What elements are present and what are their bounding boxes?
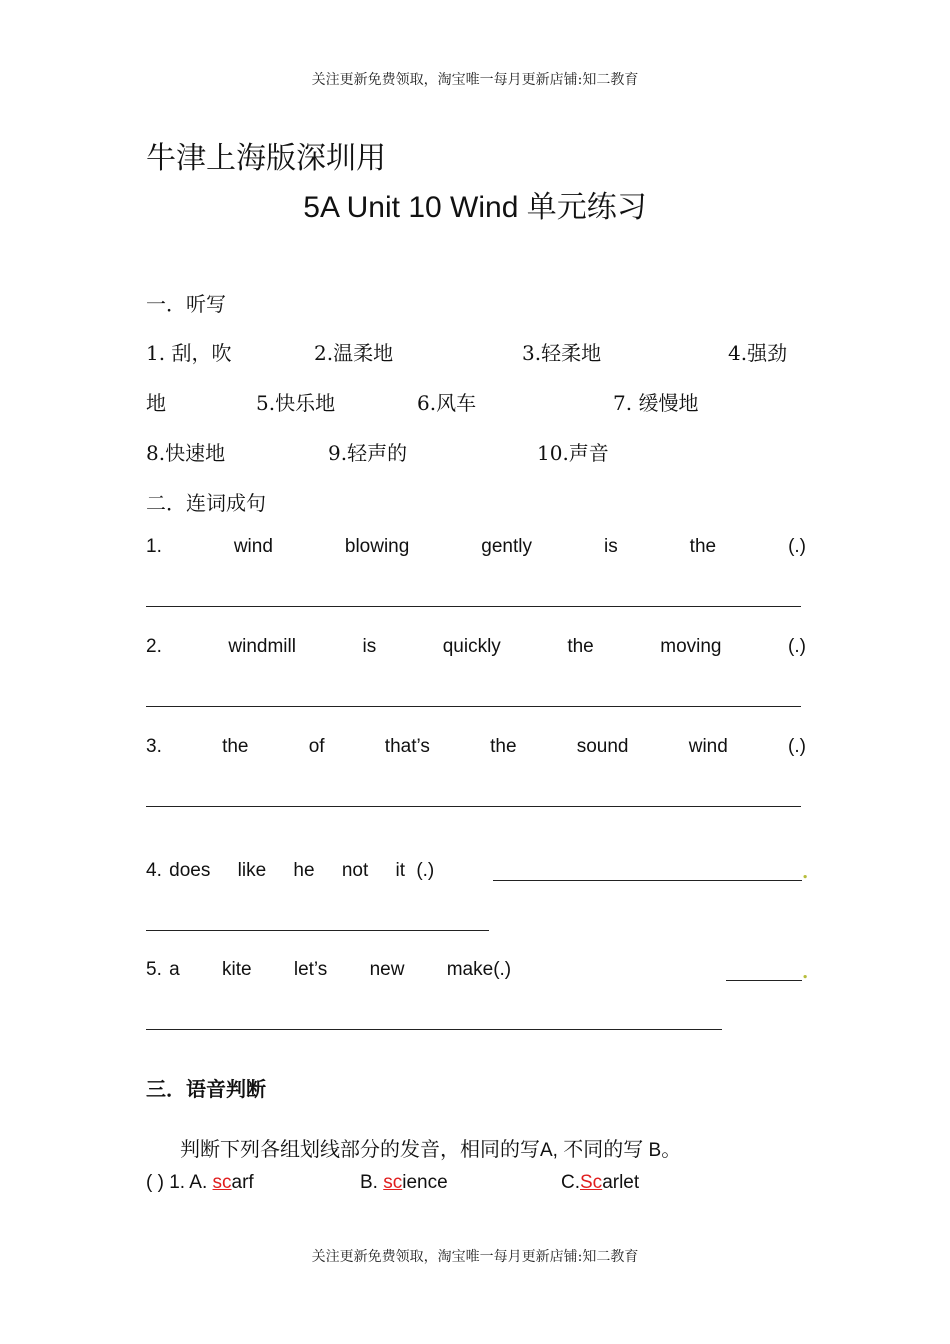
sentence-question-2 bbox=[146, 636, 806, 658]
dictation-item-6: 6.风车 bbox=[417, 391, 477, 415]
question-number: 5. bbox=[146, 959, 162, 980]
word: not bbox=[341, 860, 369, 881]
answer-line-2[interactable] bbox=[146, 706, 801, 707]
page-footer: 关注更新免费领取，淘宝唯一每月更新店铺:知二教育 bbox=[311, 1249, 639, 1265]
question-number: 3. bbox=[146, 736, 162, 757]
answer-line-4b[interactable] bbox=[146, 930, 489, 931]
dictation-item-9: 9.轻声的 bbox=[328, 441, 408, 465]
word: (.) bbox=[788, 736, 806, 757]
dictation-item-1: 1. 刮，吹 bbox=[146, 341, 232, 365]
section2-heading: 二．连词成句 bbox=[146, 491, 266, 515]
question-number: 1. bbox=[146, 536, 162, 557]
dictation-item-2: 2.温柔地 bbox=[314, 341, 394, 365]
word: moving bbox=[660, 636, 722, 657]
section3-heading: 三．语音判断 bbox=[146, 1077, 266, 1101]
word: is bbox=[603, 536, 618, 557]
option-b: B. science bbox=[360, 1172, 448, 1193]
document-title: 牛津上海版深圳用 bbox=[146, 141, 386, 176]
revision-mark: . bbox=[802, 862, 809, 883]
dictation-item-7: 7. 缓慢地 bbox=[613, 391, 699, 415]
word: the bbox=[567, 636, 594, 657]
question-number: 4. bbox=[146, 860, 162, 881]
word: like bbox=[237, 860, 267, 881]
word: the bbox=[222, 736, 249, 757]
word: (.) bbox=[788, 536, 806, 557]
answer-blank-4a[interactable] bbox=[493, 880, 802, 881]
word: of bbox=[308, 736, 325, 757]
dictation-item-4: 4.强劲 bbox=[728, 341, 788, 365]
word: quickly bbox=[442, 636, 501, 657]
word: (.) bbox=[788, 636, 806, 657]
section1-heading: 一．听写 bbox=[146, 292, 226, 316]
answer-line-5b[interactable] bbox=[146, 1029, 722, 1030]
word: new bbox=[369, 959, 405, 980]
dictation-item-3: 3.轻柔地 bbox=[522, 341, 602, 365]
question-number: 2. bbox=[146, 636, 162, 657]
sentence-question-3 bbox=[146, 736, 806, 758]
word: (.) bbox=[416, 860, 435, 881]
sentence-question-4 bbox=[146, 860, 434, 882]
option-a: scarf bbox=[212, 1172, 254, 1193]
word: is bbox=[362, 636, 377, 657]
sentence-question-1 bbox=[146, 536, 806, 558]
word: the bbox=[490, 736, 517, 757]
word: it bbox=[395, 860, 406, 881]
dictation-item-8: 8.快速地 bbox=[146, 441, 226, 465]
word: that’s bbox=[384, 736, 430, 757]
word: make(.) bbox=[446, 959, 512, 980]
answer-line-1[interactable] bbox=[146, 606, 801, 607]
word: gently bbox=[481, 536, 532, 557]
word: the bbox=[689, 536, 717, 557]
option-c: C.Scarlet bbox=[561, 1172, 640, 1193]
word: he bbox=[293, 860, 315, 881]
word: kite bbox=[222, 959, 252, 980]
word: wind bbox=[688, 736, 728, 757]
word: sound bbox=[576, 736, 629, 757]
dictation-item-4-cont: 地 bbox=[146, 391, 166, 415]
word: a bbox=[169, 959, 180, 980]
dictation-item-10: 10.声音 bbox=[537, 441, 609, 465]
word: wind bbox=[233, 536, 273, 557]
word: windmill bbox=[228, 636, 296, 657]
revision-mark: . bbox=[802, 962, 809, 983]
document-subtitle: 5A Unit 10 Wind 单元练习 bbox=[303, 191, 647, 224]
section3-instruction: 判断下列各组划线部分的发音，相同的写A, 不同的写 B。 bbox=[180, 1137, 682, 1161]
answer-blank-5a[interactable] bbox=[726, 980, 802, 981]
sentence-question-5 bbox=[146, 959, 511, 981]
question-number: 1. A. bbox=[169, 1172, 208, 1193]
answer-line-3[interactable] bbox=[146, 806, 801, 807]
word: blowing bbox=[344, 536, 410, 557]
answer-paren[interactable]: ( ) bbox=[146, 1172, 164, 1193]
word: does bbox=[169, 860, 211, 881]
dictation-item-5: 5.快乐地 bbox=[256, 391, 336, 415]
word: let’s bbox=[293, 959, 328, 980]
phonics-question-1 bbox=[146, 1172, 254, 1194]
page-header: 关注更新免费领取，淘宝唯一每月更新店铺:知二教育 bbox=[311, 72, 639, 88]
